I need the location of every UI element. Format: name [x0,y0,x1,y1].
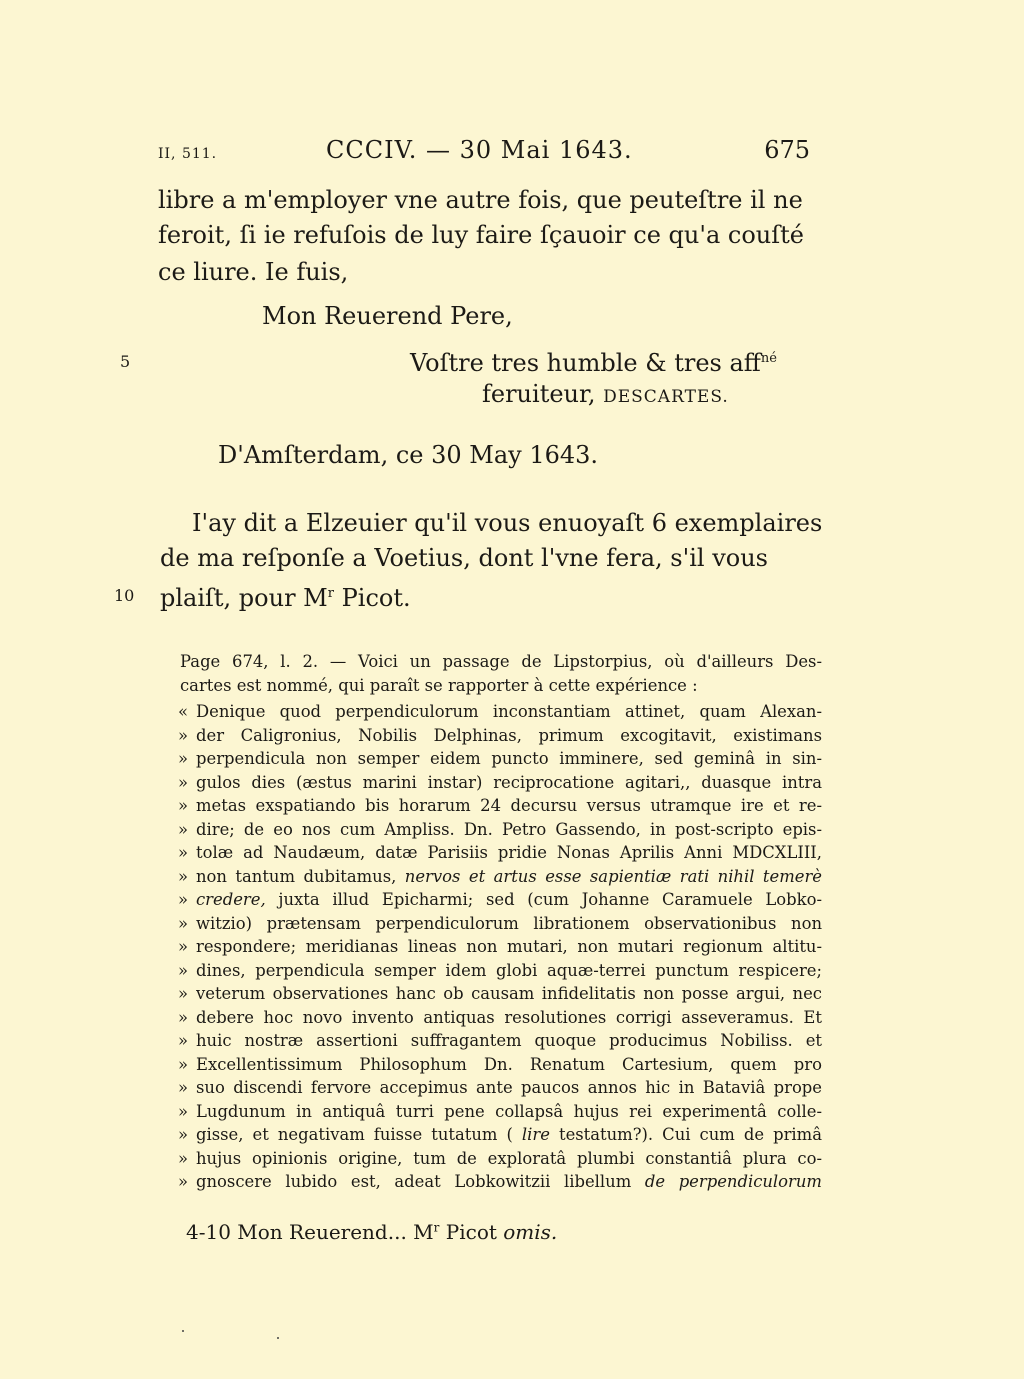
quotation-text: dines, perpendicula semper idem globi aquæ-terrei punctum respicere; [196,960,822,980]
quotation-text: tolæ ad Naudæum, datæ Parisiis pridie Nonas Aprilis Anni MDCXLIII, [196,843,822,862]
quotation-roman: testatum?). Cui cum de primâ [549,1125,822,1144]
quotation-line [178,982,822,1006]
quotation-text: huic nostræ assertioni suffragantem quoque producimus Nobiliss. et [196,1031,822,1050]
postscript-text: plaiſt, pour M [160,584,328,612]
guillemet: » [178,1078,189,1097]
quotation-line [178,794,822,818]
quotation-line [178,1123,822,1147]
quotation-roman: gnoscere lubido est, adeat Lobkowitzii libellum [196,1172,645,1191]
quotation-line [178,935,822,959]
postscript-line: I'ay dit a Elzeuier qu'il vous enuoyaſt 6 exemplaires [192,509,823,537]
guillemet: » [178,937,189,956]
guillemet: » [178,749,189,768]
dateline: D'Amſterdam, ce 30 May 1643. [218,441,599,469]
salutation: Mon Reuerend Pere, [262,302,513,330]
quotation-line [178,1029,822,1053]
closing-superscript: né [760,351,777,366]
guillemet: » [178,960,189,980]
quotation-line [178,1006,822,1030]
quotation-text: hujus opinionis origine, tum de exploratâ plumbi constantiâ plura co- [196,1148,822,1168]
line-number-10: 10 [114,586,135,605]
quotation-line [178,959,822,983]
quotation-text: gulos dies (æstus marini instar) reciprocatione agitari,, duasque intra [196,772,822,792]
postscript-line [160,576,411,616]
quotation-line [178,865,822,889]
quotation-text [196,1170,822,1194]
volume-reference: II, 511. [158,146,218,162]
quotation-roman: juxta illud Epicharmi; sed (cum Johanne Caramuele Lobko- [265,890,822,909]
quotation-italic: lire [521,1125,550,1144]
quotation-line [178,1100,822,1124]
quotation-roman: non tantum dubitamus, [196,866,405,886]
quotation-italic: nervos et artus esse sapientiæ rati nihil temerè [404,866,822,886]
postscript-text: Picot. [333,584,411,612]
quotation-text: witzio) prætensam perpendiculorum librationem observationibus non [196,913,822,933]
line-number-5: 5 [120,352,131,371]
guillemet: » [178,1148,189,1168]
guillemet: » [178,819,189,839]
speck [182,1330,184,1332]
variant-text: 4-10 Mon Reuerend... M [186,1220,434,1244]
quotation-line [178,818,822,842]
quotation-line [178,700,822,724]
variant-note [186,1220,557,1244]
quotation-text: der Caligronius, Nobilis Delphinas, primum excogitavit, existimans [196,725,822,745]
guillemet: » [178,890,189,909]
quotation-text: debere hoc novo invento antiquas resolutiones corrigi asseveramus. Et [196,1007,822,1027]
guillemet: » [178,866,189,886]
quotation-line [178,1170,822,1194]
quotation-line [178,1076,822,1100]
servant-word: feruiteur, [482,380,596,408]
postscript-line: de ma reſponſe a Voetius, dont l'vne fera, s'il vous [160,544,768,572]
quotation-italic: de perpendiculorum [644,1172,822,1191]
guillemet: » [178,1101,189,1121]
quotation-text: veterum observationes hanc ob causam infidelitatis non posse argui, nec [196,984,822,1003]
note-intro-line: Page 674, l. 2. — Voici un passage de Lipstorpius, où d'ailleurs Des- [180,652,822,671]
quotation-text: Excellentissimum Philosophum Dn. Renatum Cartesium, quem pro [196,1054,822,1074]
closing-text: Voſtre tres humble & tres aff [410,349,761,377]
quotation-line [178,771,822,795]
page-number: 675 [764,136,810,164]
letter-line: libre a m'employer vne autre fois, que peuteſtre il ne [158,186,803,214]
quotation-line [178,1147,822,1171]
guillemet: » [178,796,189,815]
guillemet: » [178,772,189,792]
quotation-line [178,724,822,748]
guillemet: » [178,984,189,1003]
guillemet: » [178,1125,189,1144]
quotation-text: Lugdunum in antiquâ turri pene collapsâ hujus rei experimentâ colle- [196,1101,822,1121]
quotation-line [178,888,822,912]
quotation-line [178,841,822,865]
quotation-italic: credere, [196,890,266,909]
guillemet: » [178,843,189,862]
quotation-text [196,888,822,912]
quotation-roman: gisse, et negativam fuisse tutatum ( [196,1125,522,1144]
guillemet: » [178,1054,189,1074]
guillemet: » [178,1007,189,1027]
quotation-text [196,1123,822,1147]
guillemet: » [178,1172,189,1191]
speck [277,1337,279,1339]
guillemet: « [178,702,189,721]
variant-superscript: r [433,1220,440,1235]
signature: DESCARTES. [603,387,729,407]
quotation-text: respondere; meridianas lineas non mutari, non mutari regionum altitu- [196,937,822,956]
quotation-line [178,747,822,771]
note-intro-line: cartes est nommé, qui paraît se rapporter à cette expérience : [180,676,698,695]
quotation-line [178,912,822,936]
letter-line: ce liure. Ie fuis, [158,258,349,286]
quotation-text: Denique quod perpendiculorum inconstantiam attinet, quam Alexan- [196,702,822,721]
quotation-text [196,865,822,889]
variant-italic: omis. [503,1220,558,1244]
servant-line [482,376,729,415]
running-header [158,136,820,172]
quotation-text: perpendicula non semper eidem puncto imminere, sed geminâ in sin- [196,749,822,768]
variant-text: Picot [439,1220,497,1244]
guillemet: » [178,725,189,745]
postscript-superscript: r [327,586,334,601]
guillemet: » [178,913,189,933]
quotation-text: dire; de eo nos cum Ampliss. Dn. Petro Gassendo, in post-scripto epis- [196,819,822,839]
letter-heading: CCCIV. — 30 Mai 1643. [326,136,633,164]
quotation-line [178,1053,822,1077]
letter-line: feroit, ſi ie refuſois de luy faire ſçauoir ce qu'a couſté [158,221,804,249]
guillemet: » [178,1031,189,1050]
quotation-text: suo discendi fervore accepimus ante paucos annos hic in Bataviâ prope [196,1078,822,1097]
closing-formula [410,341,777,381]
quotation-text: metas exspatiando bis horarum 24 decursu versus utramque ire et re- [196,796,822,815]
